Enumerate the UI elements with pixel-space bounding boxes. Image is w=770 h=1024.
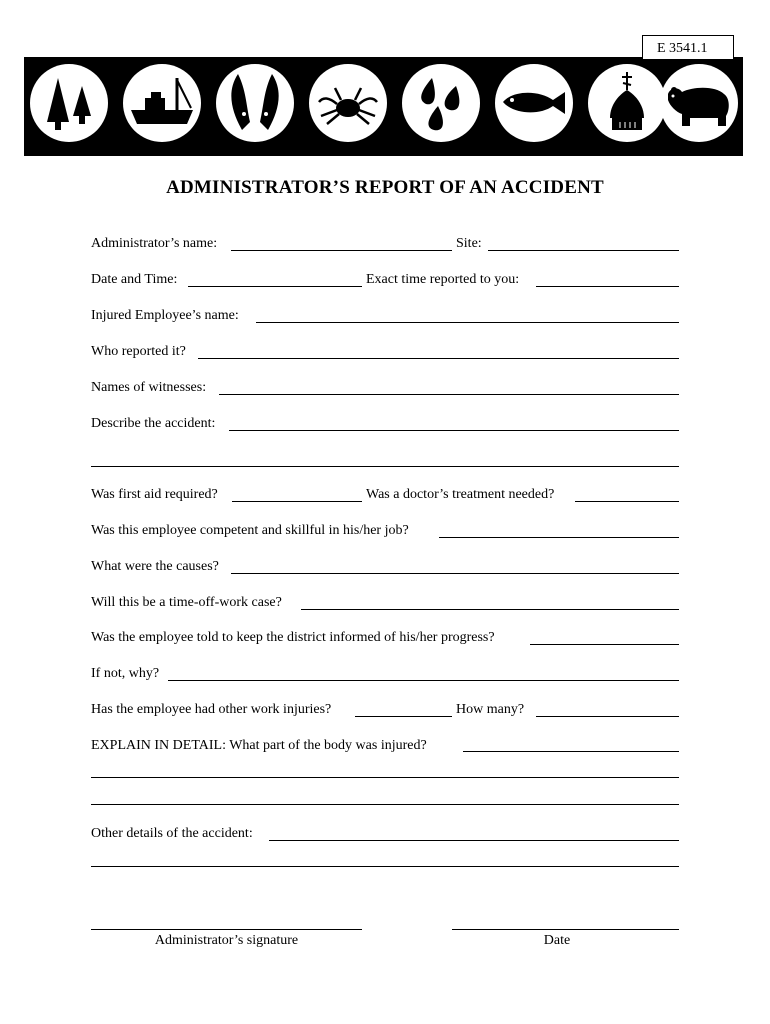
causes-field[interactable] (231, 573, 679, 574)
admin-signature-label: Administrator’s signature (154, 933, 299, 948)
how-many-field[interactable] (536, 716, 679, 717)
injured-name-field[interactable] (256, 322, 679, 323)
explain-label: EXPLAIN IN DETAIL: What part of the body was injured? (91, 738, 427, 753)
doctor-field[interactable] (575, 501, 679, 502)
other-details-field[interactable] (269, 840, 679, 841)
orthodox-church-icon (588, 64, 666, 142)
doctor-label: Was a doctor’s treatment needed? (366, 487, 555, 502)
other-injuries-field[interactable] (355, 716, 452, 717)
crab-icon (309, 64, 387, 142)
competent-field[interactable] (439, 537, 679, 538)
competent-label: Was this employee competent and skillful in his/her job? (91, 523, 409, 538)
water-drops-icon (402, 64, 480, 142)
date-field[interactable] (452, 929, 679, 930)
fish-icon (495, 64, 573, 142)
informed-field[interactable] (530, 644, 679, 645)
describe-field[interactable] (229, 430, 679, 431)
body-part-field[interactable] (463, 751, 679, 752)
date-time-field[interactable] (188, 286, 362, 287)
witnesses-label: Names of witnesses: (91, 380, 207, 395)
first-aid-field[interactable] (232, 501, 362, 502)
describe-label: Describe the accident: (91, 416, 216, 431)
informed-label: Was the employee told to keep the district informed of his/her progress? (91, 630, 495, 645)
time-off-field[interactable] (301, 609, 679, 610)
fishing-boat-icon (123, 64, 201, 142)
time-off-label: Will this be a time-off-work case? (91, 595, 282, 610)
if-not-label: If not, why? (91, 666, 160, 681)
injured-name-label: Injured Employee’s name: (91, 308, 239, 323)
body-part-field-line-3[interactable] (91, 804, 679, 805)
page-title: ADMINISTRATOR’S REPORT OF AN ACCIDENT (166, 177, 604, 198)
other-details-field-line-2[interactable] (91, 866, 679, 867)
form-number: E 3541.1 (642, 35, 734, 60)
other-injuries-label: Has the employee had other work injuries? (91, 702, 332, 717)
header-banner (24, 57, 743, 156)
site-label: Site: (456, 236, 482, 251)
date-label: Date (543, 933, 571, 948)
who-reported-label: Who reported it? (91, 344, 186, 359)
trees-icon (30, 64, 108, 142)
admin-name-field[interactable] (231, 250, 452, 251)
other-details-label: Other details of the accident: (91, 826, 253, 841)
how-many-label: How many? (456, 702, 525, 717)
who-reported-field[interactable] (198, 358, 679, 359)
body-part-field-line-2[interactable] (91, 777, 679, 778)
admin-signature-field[interactable] (91, 929, 362, 930)
bear-icon (660, 64, 738, 142)
describe-field-continued[interactable] (91, 466, 679, 467)
exact-time-field[interactable] (536, 286, 679, 287)
date-time-label: Date and Time: (91, 272, 178, 287)
first-aid-label: Was first aid required? (91, 487, 218, 502)
salmon-pair-icon (216, 64, 294, 142)
site-field[interactable] (488, 250, 679, 251)
admin-name-label: Administrator’s name: (91, 236, 218, 251)
if-not-field[interactable] (168, 680, 679, 681)
exact-time-label: Exact time reported to you: (366, 272, 520, 287)
causes-label: What were the causes? (91, 559, 219, 574)
witnesses-field[interactable] (219, 394, 679, 395)
